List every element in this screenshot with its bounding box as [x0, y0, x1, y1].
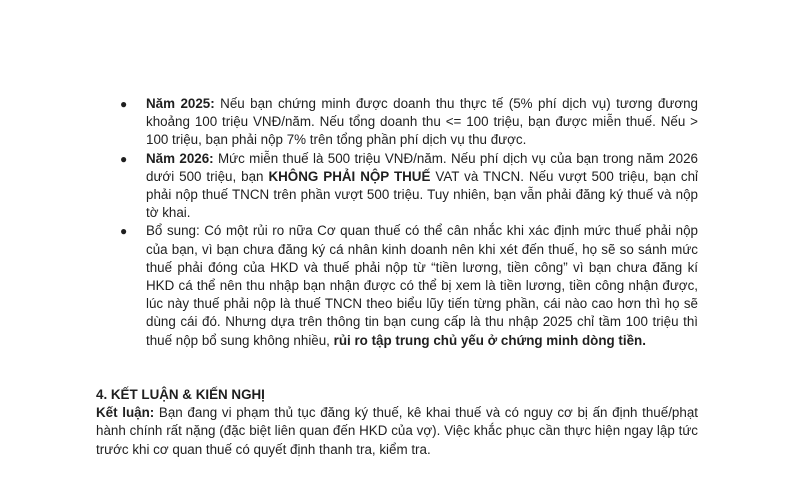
bullet-emphasis: KHÔNG PHẢI NỘP THUẾ: [268, 168, 431, 184]
bullet-label: Năm 2026:: [146, 150, 214, 166]
bullet-text: VAT và TNCN. Nếu vượt 500 triệu, bạn chỉ phải nộp thuế TNCN trên phần vượt 500 triệu. Tuy nhiên, bạn vẫn phải đăng ký thuế và nộp tờ khai.: [146, 168, 698, 221]
bullet-item-2025: [120, 95, 698, 150]
bullet-list: [120, 95, 698, 350]
bullet-item-supplement: [120, 222, 698, 349]
conclusion-section: [96, 386, 698, 459]
bullet-icon: ●: [120, 97, 128, 111]
bullet-text: Nếu bạn chứng minh được doanh thu thực tế (5% phí dịch vụ) tương đương khoảng 100 triệu VNĐ/năm. Nếu tổng doanh thu <= 100 triệu, bạn được miễn thuế. Nếu > 100 triệu, bạn phải nộp 7% trên tổng phần phí dịch vụ thu được.: [146, 96, 698, 148]
conclusion-text: Bạn đang vi phạm thủ tục đăng ký thuế, kê khai thuế và có nguy cơ bị ấn định thuế/phạt hành chính rất nặng (đặc biệt liên quan đến HKD của vợ). Việc khắc phục cần thực hiện ngay lập tức trước khi cơ quan thuế có quyết định thanh tra, kiểm tra.: [96, 405, 698, 457]
bullet-item-2026: [120, 150, 698, 223]
bullet-label: Năm 2025:: [146, 96, 215, 111]
bullet-text: Mức miễn thuế là 500 triệu VNĐ/năm. Nếu phí dịch vụ của bạn trong năm 2026 dưới 500 triệu, bạn: [146, 150, 698, 184]
bullet-icon: ●: [120, 224, 128, 239]
bullet-emphasis: rủi ro tập trung chủ yếu ở chứng minh dòng tiền.: [333, 332, 646, 348]
conclusion-paragraph: [96, 404, 698, 459]
section-heading: 4. KẾT LUẬN & KIẾN NGHỊ: [96, 387, 265, 402]
conclusion-label: Kết luận:: [96, 405, 155, 421]
bullet-text: Bổ sung: Có một rủi ro nữa Cơ quan thuế có thể cân nhắc khi xác định mức thuế phải nộp của bạn, vì bạn chưa đăng ký cá nhân kinh doanh nên khi xét đến thuế, họ sẽ so sánh mức thuế phải đóng của HKD và thuế phải nộp từ “tiền lương, tiền công” vì bạn chưa đăng kí HKD cá thể nên thu nhập bạn nhận được có thể bị xem là tiền lương, tiền công nhận được, lúc này thuế phải nộp là thuế TNCN theo biểu lũy tiến từng phần, cái nào cao hơn thì họ sẽ dùng cái đó. Nhưng dựa trên thông tin bạn cung cấp là thu nhập 2025 chỉ tầm 100 triệu thì thuế nộp bổ sung không nhiều,: [146, 223, 698, 348]
bullet-icon: ●: [120, 151, 128, 166]
